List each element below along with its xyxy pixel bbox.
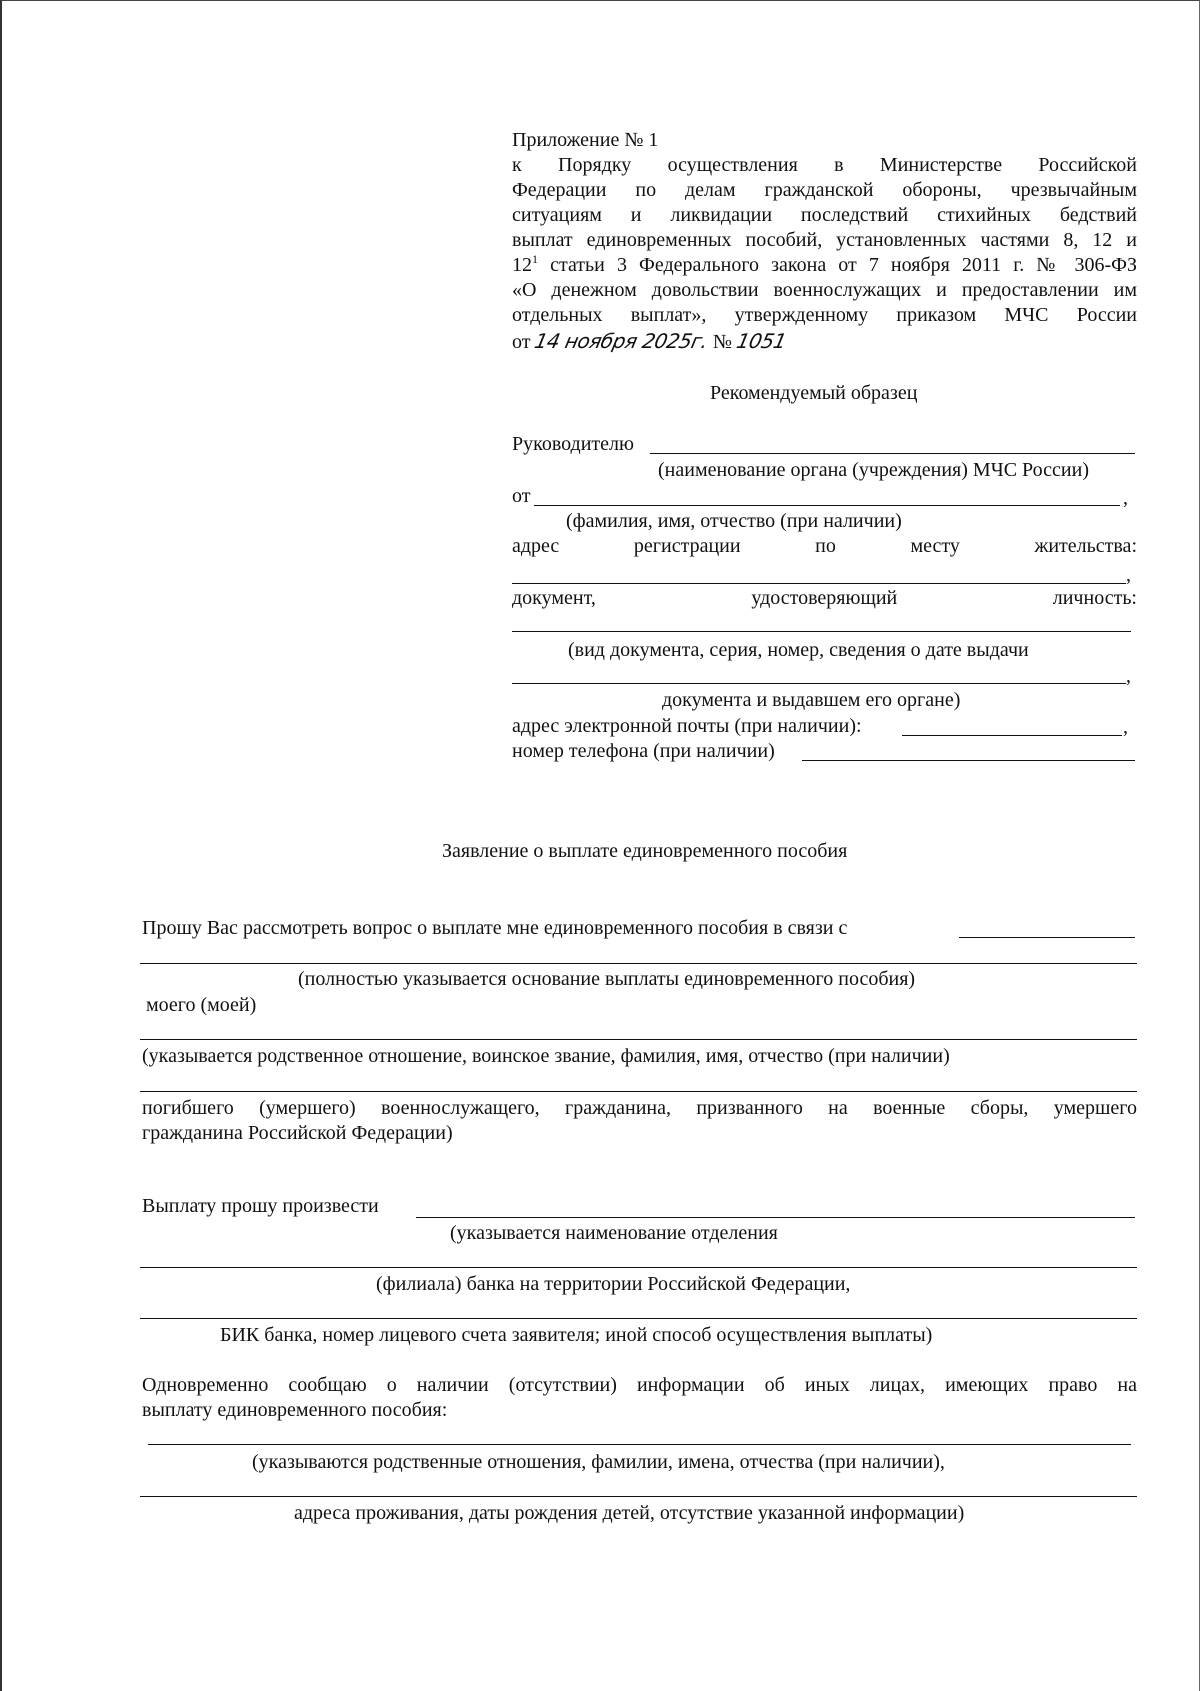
appendix-line-7: отдельных выплат», утвержденному приказом МЧС России: [512, 304, 1137, 326]
from-label: от: [512, 485, 531, 507]
to-label: Руководителю: [512, 433, 634, 455]
to-field-line[interactable]: [650, 453, 1135, 454]
appendix-line-1: к Порядку осуществления в Министерстве Российской: [512, 154, 1137, 176]
appendix-line-4: выплат единовременных пособий, установленных частями 8, 12 и: [512, 229, 1137, 251]
document-field-line-2[interactable]: [512, 683, 1126, 684]
appendix-line-5-post: статьи 3 Федерального закона от 7 ноября 2011 г. № 306-ФЗ: [538, 254, 1137, 276]
date-prefix: от: [512, 331, 531, 353]
relation-field-line-2[interactable]: [140, 1091, 1137, 1092]
statement-title: Заявление о выплате единовременного пособия: [442, 840, 848, 862]
handwritten-date: 14 ноября 2025г.: [532, 329, 711, 353]
deceased-line-2: гражданина Российской Федерации): [142, 1122, 453, 1144]
appendix-line-5-sup: 1: [532, 252, 538, 266]
to-caption: (наименование органа (учреждения) МЧС России): [658, 459, 1089, 481]
payment-caption-2: (филиала) банка на территории Российской Федерации,: [376, 1273, 851, 1295]
relation-field-line[interactable]: [140, 1039, 1137, 1040]
document-comma: ,: [1126, 665, 1131, 687]
basis-field-line[interactable]: [140, 963, 1137, 964]
address-field-line[interactable]: [512, 583, 1126, 584]
others-caption-1: (указываются родственные отношения, фамилии, имена, отчества (при наличии),: [252, 1451, 945, 1473]
relation-caption: (указывается родственное отношение, воинское звание, фамилия, имя, отчество (при наличии): [142, 1045, 950, 1067]
appendix-line-3: ситуациям и ликвидации последствий стихийных бедствий: [512, 204, 1137, 226]
appendix-date-line: [512, 328, 789, 355]
my-label: моего (моей): [146, 994, 257, 1016]
payment-caption-3: БИК банка, номер лицевого счета заявителя; иной способ осуществления выплаты): [220, 1324, 933, 1346]
phone-field-line[interactable]: [802, 760, 1135, 761]
request-line: Прошу Вас рассмотреть вопрос о выплате мне единовременного пособия в связи с: [142, 917, 848, 939]
payment-field-line[interactable]: [416, 1217, 1135, 1218]
email-comma: ,: [1123, 716, 1128, 738]
payment-field-line-2[interactable]: [140, 1267, 1137, 1268]
deceased-line-1: погибшего (умершего) военнослужащего, гражданина, призванного на военные сборы, умершего: [142, 1097, 1137, 1119]
appendix-line-5: [512, 252, 1137, 278]
document-field-line-1[interactable]: [512, 631, 1131, 632]
others-field-line-2[interactable]: [140, 1496, 1137, 1497]
document-caption-2: документа и выдавшем его органе): [662, 689, 961, 711]
appendix-line-2: Федерации по делам гражданской обороны, чрезвычайным: [512, 179, 1137, 201]
phone-label: номер телефона (при наличии): [512, 740, 775, 762]
email-field-line[interactable]: [902, 735, 1122, 736]
from-caption: (фамилия, имя, отчество (при наличии): [566, 510, 902, 532]
address-comma: ,: [1126, 564, 1131, 586]
address-label: адрес регистрации по месту жительства:: [512, 535, 1137, 557]
number-prefix: №: [712, 331, 732, 353]
others-line-2: выплату единовременного пособия:: [142, 1399, 448, 1421]
sample-label: Рекомендуемый образец: [710, 382, 918, 404]
payment-caption-1: (указывается наименование отделения: [450, 1222, 778, 1244]
handwritten-number: 1051: [734, 329, 789, 353]
payment-label: Выплату прошу произвести: [142, 1195, 379, 1217]
others-caption-2: адреса проживания, даты рождения детей, отсутствие указанной информации): [294, 1502, 965, 1524]
from-comma: ,: [1123, 487, 1128, 509]
from-field-line[interactable]: [534, 505, 1120, 506]
payment-field-line-3[interactable]: [140, 1318, 1137, 1319]
document-label: документ, удостоверяющий личность:: [512, 587, 1137, 609]
others-line-1: Одновременно сообщаю о наличии (отсутствии) информации об иных лицах, имеющих право на: [142, 1374, 1137, 1396]
document-caption-1: (вид документа, серия, номер, сведения о дате выдачи: [568, 639, 1029, 661]
appendix-line-6: «О денежном довольствии военнослужащих и предоставлении им: [512, 279, 1137, 301]
appendix-line-5-pre: 12: [512, 254, 532, 276]
others-field-line-1[interactable]: [148, 1444, 1131, 1445]
appendix-title: Приложение № 1: [512, 129, 659, 151]
email-label: адрес электронной почты (при наличии):: [512, 715, 862, 737]
basis-caption: (полностью указывается основание выплаты единовременного пособия): [298, 968, 916, 990]
request-field-line[interactable]: [959, 937, 1135, 938]
